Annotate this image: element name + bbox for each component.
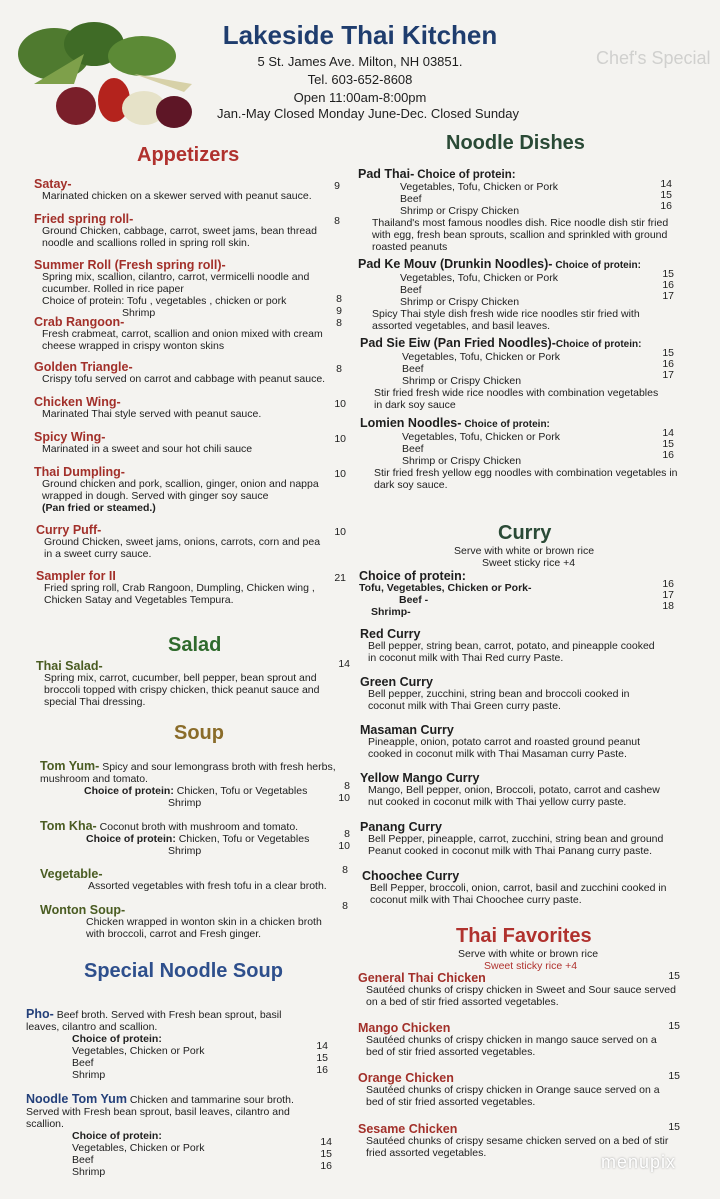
item-name: Spicy Wing- (34, 430, 106, 444)
menu-item-summer-roll (34, 259, 324, 319)
item-option: Beef (400, 193, 422, 205)
item-name: Crab Rangoon- (34, 315, 125, 329)
item-desc: Ground chicken and pork, scallion, ginger, onion and nappa wrapped in dough. Served with ginger soy sauce (42, 478, 319, 502)
menu-item-satay (34, 178, 324, 202)
item-price: 10 (334, 398, 346, 410)
item-name: General Thai Chicken (358, 971, 486, 985)
item-price: 8 (336, 293, 342, 305)
favorites-serve-note: Serve with white or brown rice (458, 948, 599, 960)
item-price: 17 (662, 290, 674, 302)
item-option: Beef (72, 1057, 94, 1069)
item-name: Curry Puff- (36, 523, 102, 537)
item-price: 14 (662, 427, 674, 439)
item-desc: Sautéed chunks of crispy chicken in Orange sauce served on a bed of stir fried assorted vegetables. (366, 1084, 660, 1108)
item-name: Wonton Soup- (40, 903, 126, 917)
item-name: Sesame Chicken (358, 1122, 458, 1136)
menu-item-curry-puff (36, 524, 326, 560)
menu-item-wonton-soup (40, 904, 330, 940)
item-price: 9 (336, 305, 342, 317)
item-price: 15 (668, 970, 680, 982)
item-desc: Stir fried fresh wide rice noodles with combination vegetables in dark soy sauce (374, 387, 659, 411)
item-name: Lomien Noodles- (360, 416, 462, 430)
item-name: Orange Chicken (358, 1071, 454, 1085)
item-price: 14 (660, 178, 672, 190)
item-name: Tom Kha- (40, 819, 97, 833)
item-option: Vegetables, Tofu, Chicken or Pork (400, 181, 558, 193)
item-name: Summer Roll (Fresh spring roll)- (34, 258, 226, 272)
item-name: Tom Yum- (40, 759, 100, 773)
item-price: 15 (660, 189, 672, 201)
item-name: Satay- (34, 177, 72, 191)
item-desc: Marinated in a sweet and sour hot chili sauce (42, 443, 253, 455)
choice-label: Choice of protein: (359, 569, 466, 583)
item-option: Shrimp or Crispy Chicken (400, 296, 520, 308)
favorites-sticky-note: Sweet sticky rice +4 (484, 960, 578, 972)
item-option: Shrimp (72, 1069, 106, 1081)
item-desc: Sautéed chunks of crispy chicken in Sweet and Sour sauce served on a bed of stir fried assorted vegetables. (366, 984, 676, 1008)
phone: Tel. 603-652-8608 (307, 72, 413, 87)
item-desc: Assorted vegetables with fresh tofu in a clear broth. (88, 880, 327, 892)
item-price: 15 (662, 268, 674, 280)
menu-item-tom-yum (40, 760, 340, 809)
soup-heading: Soup (174, 722, 224, 744)
item-name: Panang Curry (360, 820, 442, 834)
item-name: Sampler for II (36, 569, 116, 583)
address: 5 St. James Ave. Milton, NH 03851. (257, 54, 463, 69)
menu-item-orange-chicken (358, 1072, 676, 1108)
menu-item-red-curry (360, 628, 660, 664)
item-desc: Marinated chicken on a skewer served with peanut sauce. (42, 190, 312, 202)
item-price: 14 (320, 1136, 332, 1148)
item-option: Chicken, Tofu or Vegetables (178, 833, 310, 845)
item-choice: Choice of protein: (72, 1130, 162, 1142)
item-name: Golden Triangle- (34, 360, 133, 374)
item-option: Shrimp- (371, 606, 411, 618)
item-price: 16 (662, 578, 674, 590)
item-price: 16 (662, 449, 674, 461)
item-choice: Choice of protein: (417, 169, 516, 181)
item-price: 15 (668, 1070, 680, 1082)
menu-item-lomien-noodles (360, 417, 690, 491)
item-option: Beef (400, 284, 422, 296)
item-price: 8 (344, 780, 350, 792)
item-name: Vegetable- (40, 867, 103, 881)
item-choice: Choice of protein: (555, 339, 642, 350)
item-choice: Choice of protein: (84, 785, 174, 797)
menu-item-panang-curry (360, 821, 670, 857)
ghost-text: Chef's Special (596, 48, 711, 68)
item-name: Masaman Curry (360, 723, 454, 737)
item-choice: Choice of protein: (464, 419, 550, 430)
menu-item-mango-chicken (358, 1022, 676, 1058)
menu-item-thai-dumpling (34, 466, 334, 514)
restaurant-header (210, 20, 510, 105)
item-price: 10 (338, 840, 350, 852)
item-choice: Choice of protein: (72, 1033, 162, 1045)
item-price: 8 (334, 215, 340, 227)
appetizers-heading: Appetizers (137, 144, 240, 166)
item-option: Shrimp (168, 797, 202, 809)
item-price: 8 (344, 828, 350, 840)
hours: Open 11:00am-8:00pm (293, 90, 427, 105)
item-price: 8 (336, 363, 342, 375)
item-price: 10 (334, 433, 346, 445)
menu-item-spicy-wing (34, 431, 334, 455)
item-desc: Pineapple, onion, potato carrot and roasted ground peanut cooked in coconut milk with Thai Masaman curry Paste. (368, 736, 641, 760)
menu-item-thai-salad (36, 660, 346, 708)
item-option: Vegetables, Chicken or Pork (72, 1045, 205, 1057)
item-option: Beef - (399, 594, 429, 606)
item-desc: Chicken wrapped in wonton skin in a chicken broth with broccoli, carrot and Fresh ginger. (86, 916, 322, 940)
curry-protein-choice (359, 570, 609, 618)
item-desc: Fried spring roll, Crab Rangoon, Dumpling, Chicken wing , Chicken Satay and Vegetables Tempura. (44, 582, 315, 606)
item-price: 10 (338, 792, 350, 804)
item-price: 14 (316, 1040, 328, 1052)
item-price: 15 (668, 1121, 680, 1133)
item-price: 16 (660, 200, 672, 212)
item-option: Vegetables, Chicken or Pork (72, 1142, 205, 1154)
item-choice: Choice of protein: (555, 260, 641, 271)
item-price: 17 (662, 369, 674, 381)
menu-item-choochee-curry (362, 870, 672, 906)
item-desc: Fresh crabmeat, carrot, scallion and onion mixed with cream cheese wrapped in crispy wonton skins (42, 328, 323, 352)
item-desc: Spring mix, carrot, cucumber, bell pepper, bean sprout and broccoli topped with crispy chicken, thick peanut sauce and special Thai dressing. (44, 672, 320, 708)
menu-item-masaman-curry (360, 724, 660, 760)
item-price: 9 (334, 180, 340, 192)
restaurant-name: Lakeside Thai Kitchen (222, 20, 498, 50)
item-desc: Bell Pepper, pineapple, carrot, zucchini, string bean and ground Peanut cooked in coconut milk with Thai Panang curry paste. (368, 833, 664, 857)
item-name: Fried spring roll- (34, 212, 134, 226)
item-desc: Spicy and sour lemongrass broth with fresh herbs, mushroom and tomato. (40, 761, 336, 785)
item-name: Pad Thai- (358, 167, 415, 181)
item-price: 15 (662, 438, 674, 450)
menu-item-tom-kha (40, 820, 340, 857)
item-name: Pad Sie Eiw (Pan Fried Noodles)- (360, 336, 556, 350)
menu-item-yellow-mango-curry (360, 772, 670, 808)
curry-sticky-note: Sweet sticky rice +4 (482, 557, 576, 569)
menu-item-pad-thai (358, 168, 678, 253)
curry-serve-note: Serve with white or brown rice (454, 545, 595, 557)
item-price: 15 (316, 1052, 328, 1064)
menu-item-pad-ke-mouv (358, 258, 678, 332)
item-option: Vegetables, Tofu, Chicken or Pork (402, 431, 560, 443)
item-price: 15 (320, 1148, 332, 1160)
item-desc: Bell pepper, string bean, carrot, potato, and pineapple cooked in coconut milk with Thai Red curry Paste. (368, 640, 655, 664)
item-price: 10 (334, 468, 346, 480)
item-name: Noodle Tom Yum (26, 1092, 127, 1106)
item-option: Beef (402, 363, 424, 375)
item-option: Beef (402, 443, 424, 455)
item-name: Choochee Curry (362, 869, 460, 883)
item-desc: Bell pepper, zucchini, string bean and broccoli cooked in coconut milk with Thai Green curry paste. (368, 688, 630, 712)
item-name: Pad Ke Mouv (Drunkin Noodles)- (358, 257, 553, 271)
item-desc: Sautéed chunks of crispy chicken in mango sauce served on a bed of stir fried assorted vegetables. (366, 1034, 657, 1058)
closed-days: Jan.-May Closed Monday June-Dec. Closed Sunday (216, 106, 520, 121)
salad-heading: Salad (168, 634, 222, 656)
item-desc: Coconut broth with mushroom and tomato. (99, 821, 299, 833)
item-option: Vegetables, Tofu, Chicken or Pork (402, 351, 560, 363)
item-price: 10 (334, 526, 346, 538)
item-price: 18 (662, 600, 674, 612)
item-name: Chicken Wing- (34, 395, 121, 409)
item-name: Yellow Mango Curry (360, 771, 480, 785)
item-price: 8 (336, 317, 342, 329)
item-desc: Sautéed chunks of crispy sesame chicken served on a bed of stir fried assorted vegetables. (366, 1135, 669, 1159)
menupix-watermark: menupix (600, 1152, 676, 1172)
item-name: Mango Chicken (358, 1021, 451, 1035)
menu-item-general-thai-chicken (358, 972, 676, 1008)
item-price: 21 (334, 572, 346, 584)
item-note: (Pan fried or steamed.) (42, 502, 156, 514)
item-price: 16 (320, 1160, 332, 1172)
item-desc: Mango, Bell pepper, onion, Broccoli, potato, carrot and cashew nut cooked in coconut milk with Thai yellow curry paste. (368, 784, 660, 808)
menu-item-noodle-tom-yum (26, 1093, 310, 1178)
noodle-dishes-heading: Noodle Dishes (446, 132, 585, 154)
menu-item-chicken-wing (34, 396, 334, 420)
item-desc: Crispy tofu served on carrot and cabbage with peanut sauce. (42, 373, 326, 385)
menu-item-sampler (36, 570, 316, 606)
item-desc: Marinated Thai style served with peanut sauce. (42, 408, 262, 420)
item-desc: Beef broth. Served with Fresh bean sprout, basil leaves, cilantro and scallion. (26, 1009, 282, 1033)
item-desc: Stir fried fresh yellow egg noodles with combination vegetables in dark soy sauce. (374, 467, 678, 491)
item-price: 16 (662, 358, 674, 370)
menu-item-pad-sie-eiw (360, 337, 680, 411)
item-option: Shrimp or Crispy Chicken (402, 455, 522, 467)
vegetables-illustration (14, 14, 200, 136)
item-option: Shrimp (72, 1166, 106, 1178)
item-name: Red Curry (360, 627, 421, 641)
item-price: 16 (662, 279, 674, 291)
item-name: Thai Salad- (36, 659, 103, 673)
item-option: Chicken, Tofu or Vegetables (176, 785, 308, 797)
item-option: Shrimp (168, 845, 202, 857)
item-name: Thai Dumpling- (34, 465, 125, 479)
item-price: 16 (316, 1064, 328, 1076)
menu-item-golden-triangle (34, 361, 334, 385)
menu-item-green-curry (360, 676, 660, 712)
item-desc: Bell Pepper, broccoli, onion, carrot, basil and zucchini cooked in coconut milk with Thai Choochee curry paste. (370, 882, 667, 906)
item-desc: Spring mix, scallion, cilantro, carrot, vermicelli noodle and cucumber. Rolled in rice paper (42, 271, 310, 295)
item-option: Shrimp or Crispy Chicken (400, 205, 520, 217)
item-price: 8 (342, 864, 348, 876)
item-price: 17 (662, 589, 674, 601)
item-price: 15 (662, 347, 674, 359)
special-noodle-soup-heading: Special Noodle Soup (84, 960, 283, 982)
item-option: Beef (72, 1154, 94, 1166)
item-desc: Thailand's most famous noodles dish. Rice noodle dish stir fried with egg, fresh bean sprouts, scallion and sprinkled with ground roasted peanuts (372, 217, 669, 253)
item-desc: Ground Chicken, sweet jams, onions, carrots, corn and pea in a sweet curry sauce. (44, 536, 321, 560)
item-choice: Shrimp (122, 307, 156, 319)
item-desc: Spicy Thai style dish fresh wide rice noodles stir fried with assorted vegetables, and basil leaves. (372, 308, 640, 332)
curry-heading: Curry (498, 522, 552, 544)
menu-item-vegetable-soup (40, 868, 340, 892)
item-desc: Chicken and tammarine sour broth. Served with Fresh bean sprout, basil leaves, cilantro and scallion. (26, 1094, 294, 1130)
menu-item-pho (26, 1008, 306, 1081)
item-choice: Choice of protein: Tofu , vegetables , chicken or pork (42, 295, 287, 307)
item-name: Pho- (26, 1007, 54, 1021)
item-option: Tofu, Vegetables, Chicken or Pork- (359, 582, 532, 594)
item-price: 8 (342, 900, 348, 912)
menu-item-fried-spring-roll (34, 213, 324, 249)
item-option: Shrimp or Crispy Chicken (402, 375, 522, 387)
thai-favorites-heading: Thai Favorites (456, 925, 592, 947)
item-desc: Ground Chicken, cabbage, carrot, sweet jams, bean thread noodle and scallions rolled in spring roll skin. (42, 225, 317, 249)
menu-item-crab-rangoon (34, 316, 334, 352)
item-name: Green Curry (360, 675, 433, 689)
item-option: Vegetables, Tofu, Chicken or Pork (400, 272, 558, 284)
item-choice: Choice of protein: (86, 833, 176, 845)
item-price: 14 (338, 658, 350, 670)
item-price: 15 (668, 1020, 680, 1032)
